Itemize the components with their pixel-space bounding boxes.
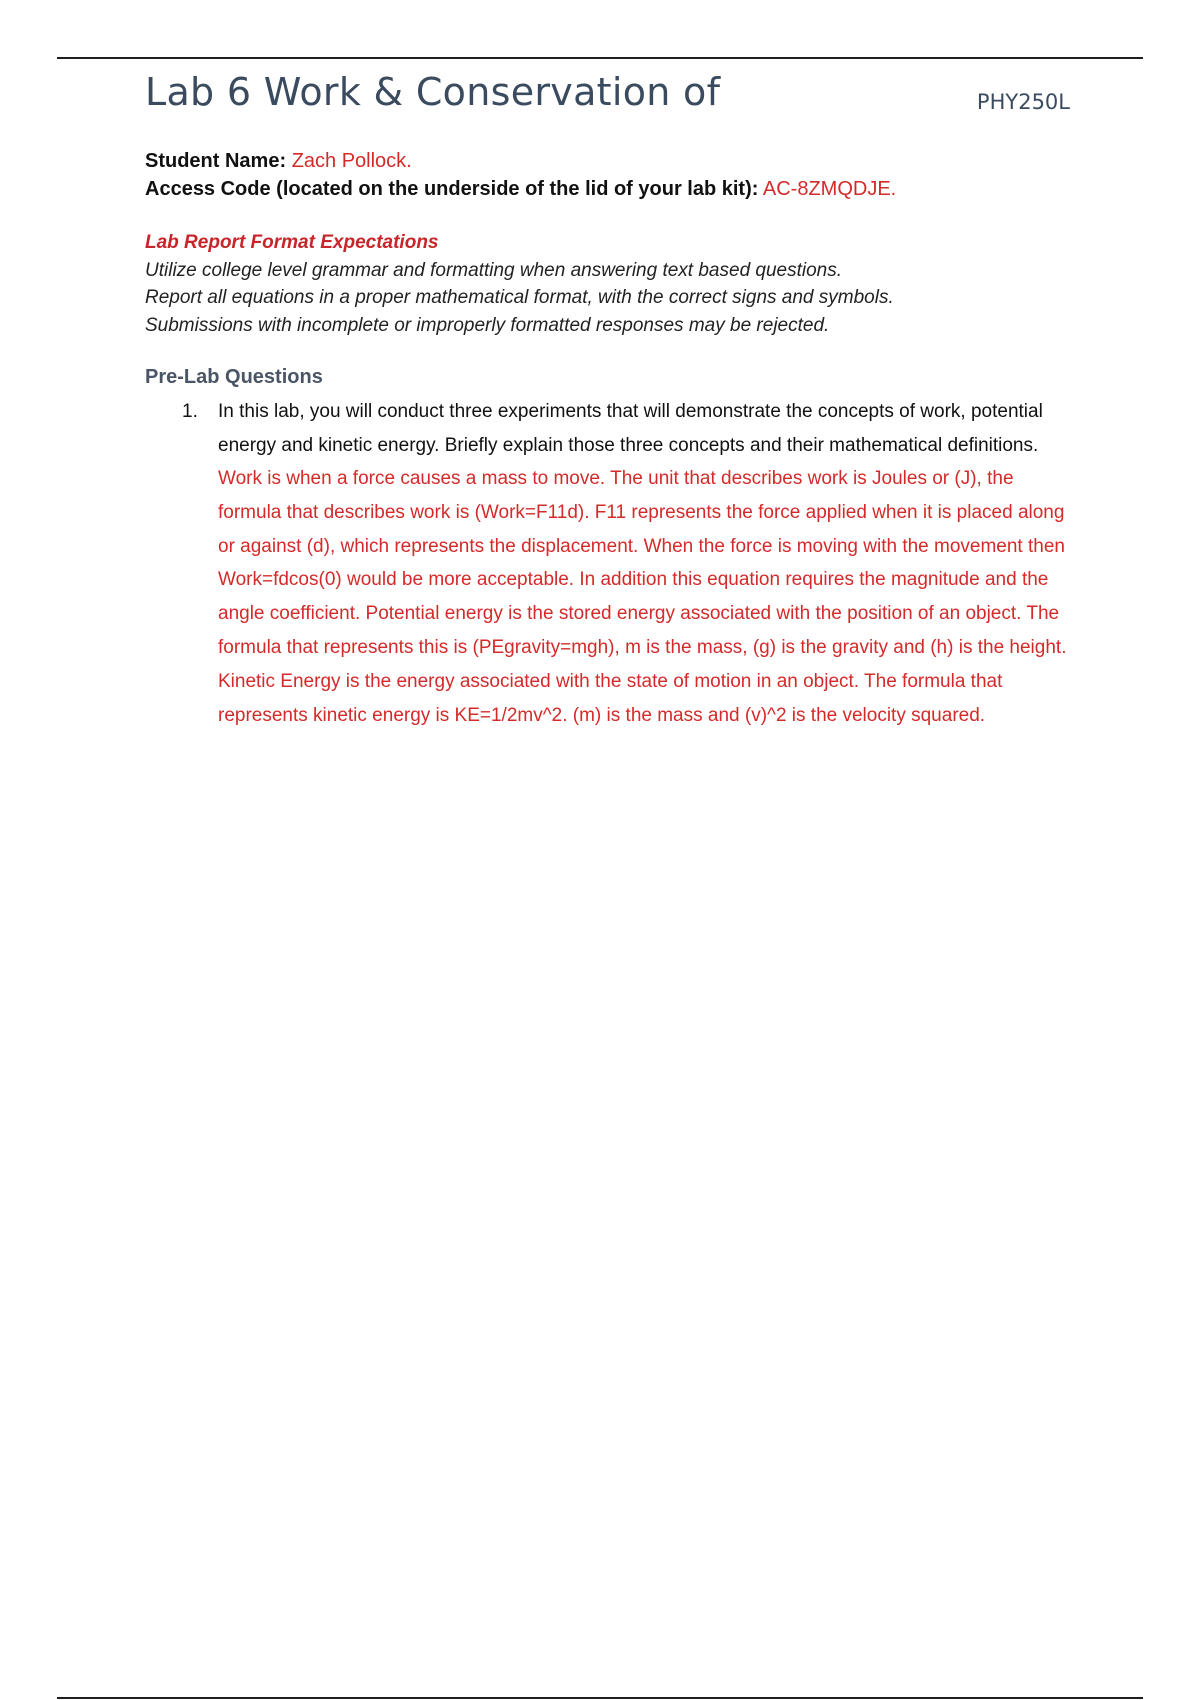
answer-text: Work is when a force causes a mass to move. The unit that describes work is Joules or (J), the formula that describes work is (Work=F11d). F11 represents the force applied when it is placed along or against (d), which represents the displacement. When the force is moving with the movement then Work=fdcos(0) would be more acceptable. In addition this equation requires the magnitude and the angle coefficient. Potential energy is the stored energy associated with the position of an object. The formula that represents this is (PEgravity=mgh), m is the mass, (g) is the gravity and (h) is the height. Kinetic Energy is the energy associated with the state of motion in an object. The formula that represents kinetic energy is KE=1/2mv^2. (m) is the mass and (v)^2 is the velocity squared. [218, 468, 1067, 726]
access-code-line [145, 175, 1075, 203]
format-expectations [145, 229, 1075, 339]
question-number: 1. [182, 401, 198, 422]
bottom-rule [57, 1697, 1143, 1699]
question-item [145, 395, 1075, 462]
course-code: PHY250L [976, 90, 1070, 114]
document-header [145, 70, 1070, 120]
access-code-value: AC-8ZMQDJE. [762, 178, 897, 200]
expectation-line: Report all equations in a proper mathematical format, with the correct signs and symbols. [145, 287, 894, 308]
student-name-line [145, 147, 1075, 175]
prelab-section [145, 363, 1075, 732]
top-rule [57, 57, 1143, 59]
question-text: In this lab, you will conduct three experiments that will demonstrate the concepts of work, potential energy and kinetic energy. Briefly explain those three concepts and their mathematical definitions. [218, 401, 1043, 456]
prelab-title: Pre-Lab Questions [145, 366, 323, 388]
access-code-label: Access Code (located on the underside of the lid of your lab kit): [145, 178, 759, 200]
expectations-heading: Lab Report Format Expectations [145, 232, 439, 253]
document-title: Lab 6 Work & Conservation of [145, 70, 721, 114]
student-info [145, 147, 1075, 203]
student-name-value: Zach Pollock. [291, 150, 412, 172]
expectation-line: Utilize college level grammar and formatting when answering text based questions. [145, 259, 843, 281]
student-name-label: Student Name: [145, 150, 287, 172]
expectation-line: Submissions with incomplete or improperly formatted responses may be rejected. [145, 314, 830, 336]
